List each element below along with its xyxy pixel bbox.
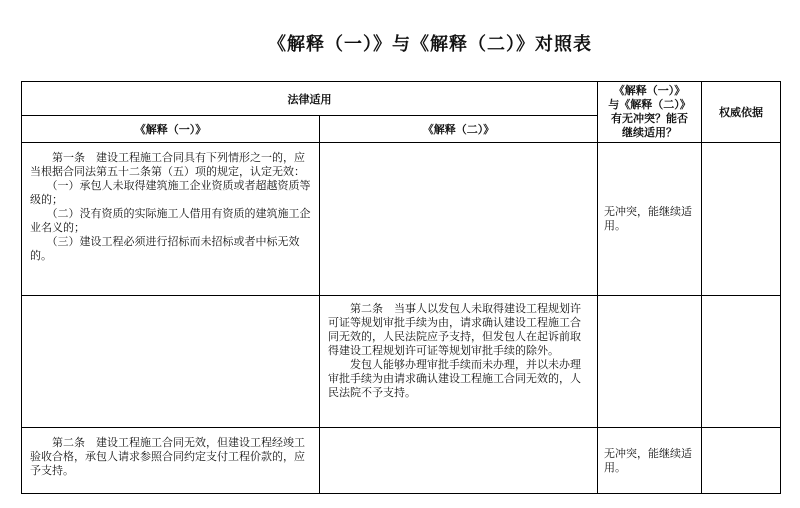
row3-conflict: 无冲突，能继续适用。 (604, 446, 692, 474)
table-row (22, 428, 781, 494)
row2-interp2: 第二条 当事人以发包人未取得建设工程规划许可证等规划审批手续为由，请求确认建设工程施工合同无效的，人民法院应予支持，但发包人在起诉前取得建设工程规划许可证等规划审批手续的除外。 发包人能够办理审批手续而未办理，并以未办理审批手续为由请求确认建设工程施工合同无效的，人民法院不予支持。 (328, 302, 581, 399)
header-conflict: 《解释（一）》 与《解释（二）》 有无冲突？能否 继续适用？ (598, 82, 702, 143)
header-interp2: 《解释（二）》 (320, 116, 598, 143)
table-row (22, 143, 781, 296)
row3-interp1: 第二条 建设工程施工合同无效，但建设工程经竣工验收合格，承包人请求参照合同约定支付工程价款的，应予支持。 (30, 436, 305, 477)
header-law-application: 法律适用 (22, 82, 598, 116)
page-title: 《解释（一）》与《解释（二）》对照表 (268, 34, 592, 55)
row1-interp2 (320, 143, 597, 155)
row3-authority (702, 428, 780, 440)
row1-authority (702, 143, 780, 155)
header-authority: 权威依据 (702, 82, 781, 143)
table-row (22, 296, 781, 428)
row2-conflict (598, 358, 701, 366)
row1-conflict: 无冲突，能继续适用。 (604, 205, 692, 232)
header-interp1: 《解释（一）》 (22, 116, 320, 143)
row1-interp1: 第一条 建设工程施工合同具有下列情形之一的，应当根据合同法第五十二条第（五）项的规定，认定无效： （一）承包人未取得建筑施工企业资质或者超越资质等级的； （二）没有资质的实际施工人借用有资质的建筑施工企业名义的； （三）建设工程必须进行招标而未招标或者中标无效的。 (30, 151, 311, 262)
row2-authority (702, 296, 780, 308)
row2-interp1 (22, 296, 319, 308)
comparison-table (21, 81, 781, 494)
row3-interp2 (320, 428, 597, 440)
